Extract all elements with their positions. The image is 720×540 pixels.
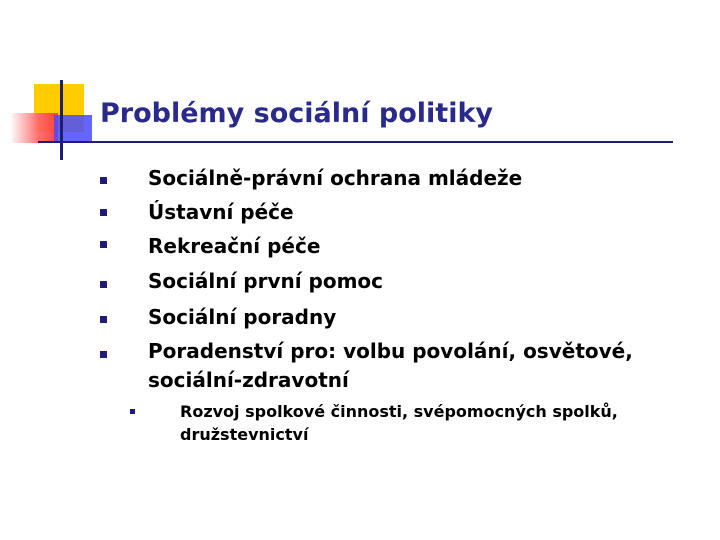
list-item-text: Sociální první pomoc (148, 269, 384, 293)
decor-vertical-line (60, 80, 63, 160)
bullet-square-icon (100, 351, 107, 358)
slide-title: Problémy sociální politiky (100, 98, 494, 129)
list-item-text: Sociálně-právní ochrana mládeže (148, 166, 523, 190)
list-item-text: Sociální poradny (148, 305, 337, 329)
bullet-square-icon (100, 209, 107, 216)
sub-list-item-text: Rozvoj spolkové činnosti, svépomocných spolků, (180, 402, 618, 421)
list-item-text: Ústavní péče (148, 200, 294, 224)
list-item-text: Rekreační péče (148, 234, 321, 258)
sub-list-item-text: družstevnictví (180, 425, 309, 444)
list-item-text: Poradenství pro: volbu povolání, osvětové, (148, 339, 633, 363)
list-item-text: sociální-zdravotní (148, 368, 349, 392)
bullet-square-icon (130, 409, 135, 414)
bullet-square-icon (100, 281, 107, 288)
title-underline (38, 141, 673, 143)
bullet-square-icon (100, 241, 107, 248)
bullet-square-icon (100, 177, 107, 184)
decor-red-bar (10, 113, 58, 143)
bullet-square-icon (100, 316, 107, 323)
